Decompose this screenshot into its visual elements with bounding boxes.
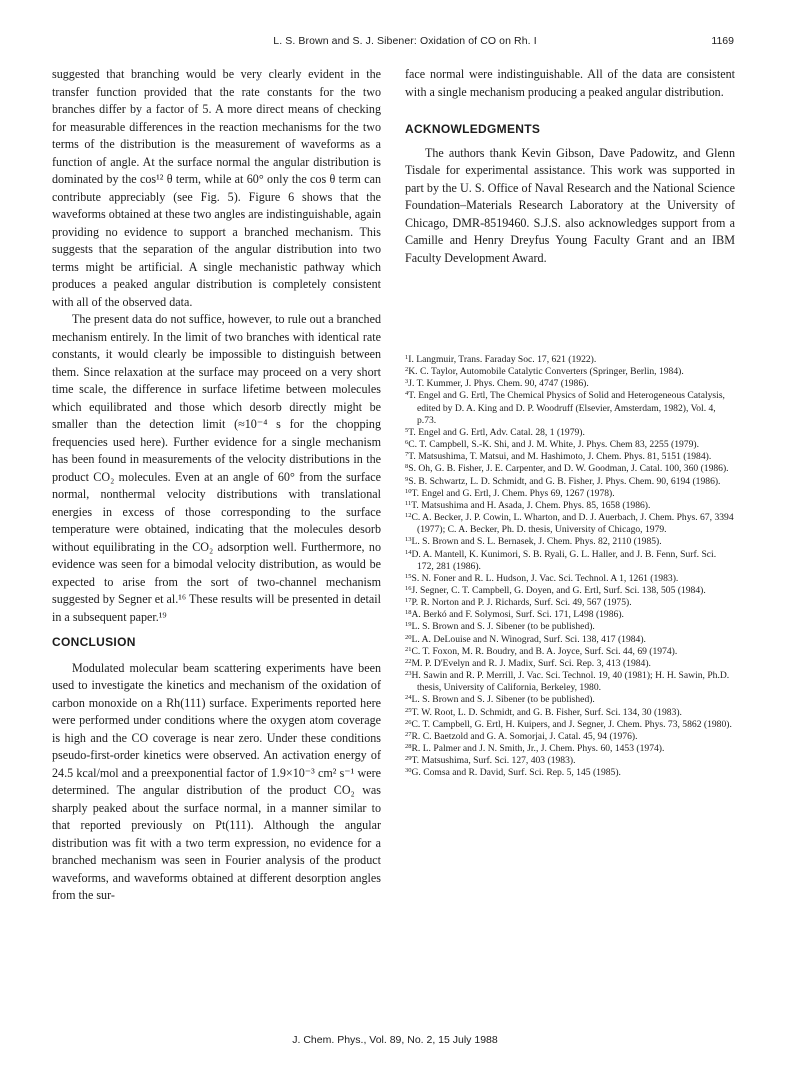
reference-number: 24 xyxy=(405,694,412,702)
reference-text: G. Comsa and R. David, Surf. Sci. Rep. 5, 145 (1985). xyxy=(411,767,621,779)
reference-text: T. Engel and G. Ertl, Adv. Catal. 28, 1 (1979). xyxy=(408,426,585,438)
reference-number: 29 xyxy=(405,755,412,763)
running-header: L. S. Brown and S. J. Sibener: Oxidation of CO on Rh. I xyxy=(273,35,537,47)
journal-footer: J. Chem. Phys., Vol. 89, No. 2, 15 July 1988 xyxy=(292,1034,498,1046)
reference-text: C. T. Campbell, G. Ertl, H. Kuipers, and J. Segner, J. Chem. Phys. 73, 5862 (1980). xyxy=(411,718,732,730)
reference-item xyxy=(405,573,735,585)
body-paragraph: face normal were indistinguishable. All of the data are consistent with a single mechanism producing a peaked angular distribution. xyxy=(405,67,735,99)
reference-item xyxy=(405,390,735,426)
reference-item xyxy=(405,658,735,670)
reference-number: 5 xyxy=(405,426,409,434)
reference-text: M. P. D'Evelyn and R. J. Madix, Surf. Sci. Rep. 3, 413 (1984). xyxy=(411,657,651,669)
reference-item xyxy=(405,549,735,573)
reference-item xyxy=(405,354,735,366)
reference-text: J. T. Kummer, J. Phys. Chem. 90, 4747 (1986). xyxy=(408,378,589,390)
reference-item xyxy=(405,719,735,731)
reference-item xyxy=(405,500,735,512)
reference-number: 6 xyxy=(405,439,409,447)
reference-number: 15 xyxy=(405,572,412,580)
reference-number: 11 xyxy=(405,499,412,507)
reference-item xyxy=(405,634,735,646)
reference-item xyxy=(405,488,735,500)
reference-item xyxy=(405,670,735,694)
reference-text: C. T. Campbell, S.-K. Shi, and J. M. White, J. Phys. Chem 83, 2255 (1979). xyxy=(408,439,699,451)
reference-text: T. Matsushima, T. Matsui, and M. Hashimoto, J. Chem. Phys. 81, 5151 (1984). xyxy=(408,451,712,463)
reference-number: 16 xyxy=(405,584,412,592)
reference-text: T. Engel and G. Ertl, J. Chem. Phys 69, 1267 (1978). xyxy=(411,487,615,499)
reference-number: 12 xyxy=(405,512,412,520)
reference-text: C. T. Foxon, M. R. Boudry, and B. A. Joyce, Surf. Sci. 44, 69 (1974). xyxy=(411,645,678,657)
reference-number: 1 xyxy=(405,354,409,361)
reference-text: P. R. Norton and P. J. Richards, Surf. Sci. 49, 567 (1975). xyxy=(411,597,632,609)
reference-item xyxy=(405,536,735,548)
reference-number: 22 xyxy=(405,657,412,665)
reference-item xyxy=(405,767,735,779)
reference-text: L. S. Brown and S. J. Sibener (to be published). xyxy=(411,621,595,633)
reference-item xyxy=(405,609,735,621)
reference-number: 7 xyxy=(405,451,409,459)
body-paragraph: The authors thank Kevin Gibson, Dave Padowitz, and Glenn Tisdale for experimental assistance. This work was supported in part by the U. S. Office of Naval Research and the National Science Foundation–Materials Research Laboratory at the University of Chicago, DMR-8519460. S.J.S. also acknowledges support from a Camille and Henry Dreyfus Young Faculty Grant and an IBM Faculty Development Award. xyxy=(405,145,735,265)
body-paragraph: suggested that branching would be very clearly evident in the transfer function provided that the rate constants for the two branches differ by a factor of 5. A more direct means of checking for measurable differences in the reaction mechanisms for the two terms of the distribution is the measurement of waveforms as a function of angle. At the surface normal the angular distribution is dominated by the cos¹² θ term, while at 60° only the cos θ term can contribute appreciably (see Fig. 5). Figure 6 shows that the waveforms obtained at these two angles are indistinguishable, again providing no evidence to support a branched mechanism. This suggests that the separation of the angular distribution into two terms might be artificial. A single mechanistic pathway which produces a peaked angular distribution is completely consistent with all of the observed data. xyxy=(52,67,381,309)
reference-number: 2 xyxy=(405,366,409,374)
reference-text: A. Berkó and F. Solymosi, Surf. Sci. 171, L498 (1986). xyxy=(411,609,624,621)
reference-text: S. Oh, G. B. Fisher, J. E. Carpenter, and D. W. Goodman, J. Catal. 100, 360 (1986). xyxy=(408,463,729,475)
section-heading-acknowledgments: ACKNOWLEDGMENTS xyxy=(405,122,541,136)
reference-number: 18 xyxy=(405,609,412,617)
reference-text: T. Engel and G. Ertl, The Chemical Physics of Solid and Heterogeneous Catalysis, edited by D. A. King and D. P. Woodruff (Elsevier, Amsterdam, 1982), Vol. 4, p.73. xyxy=(408,390,725,426)
reference-item xyxy=(405,476,735,488)
reference-number: 10 xyxy=(405,487,412,495)
reference-text: S. N. Foner and R. L. Hudson, J. Vac. Sci. Technol. A 1, 1261 (1983). xyxy=(411,572,679,584)
reference-text: L. S. Brown and S. L. Bernasek, J. Chem. Phys. 82, 2110 (1985). xyxy=(411,536,662,548)
reference-item xyxy=(405,743,735,755)
reference-text: R. C. Baetzold and G. A. Somorjai, J. Catal. 45, 94 (1976). xyxy=(411,730,638,742)
reference-number: 25 xyxy=(405,706,412,714)
reference-item xyxy=(405,366,735,378)
reference-number: 9 xyxy=(405,475,409,483)
reference-item xyxy=(405,621,735,633)
reference-item xyxy=(405,463,735,475)
reference-text: T. Matsushima and H. Asada, J. Chem. Phys. 85, 1658 (1986). xyxy=(411,499,651,511)
reference-text: L. S. Brown and S. J. Sibener (to be published). xyxy=(411,694,595,706)
reference-item xyxy=(405,439,735,451)
reference-number: 30 xyxy=(405,767,412,775)
reference-number: 20 xyxy=(405,633,412,641)
reference-item xyxy=(405,731,735,743)
reference-item xyxy=(405,378,735,390)
reference-text: T. W. Root, L. D. Schmidt, and G. B. Fisher, Surf. Sci. 134, 30 (1983). xyxy=(411,706,682,718)
section-heading-conclusion: CONCLUSION xyxy=(52,635,136,649)
page-number: 1169 xyxy=(711,35,734,47)
reference-number: 4 xyxy=(405,390,409,398)
reference-item xyxy=(405,585,735,597)
reference-item xyxy=(405,707,735,719)
reference-list xyxy=(405,354,735,779)
reference-text: D. A. Mantell, K. Kunimori, S. B. Ryali, G. L. Haller, and J. B. Fenn, Surf. Sci. 172, 281 (1986). xyxy=(411,548,717,572)
reference-text: C. A. Becker, J. P. Cowin, L. Wharton, and D. J. Auerbach, J. Chem. Phys. 67, 3394 (1977); C. A. Becker, Ph. D. thesis, University of Chicago, 1979. xyxy=(411,512,734,536)
reference-item xyxy=(405,451,735,463)
reference-number: 17 xyxy=(405,597,412,605)
reference-number: 28 xyxy=(405,743,412,750)
reference-item xyxy=(405,755,735,767)
reference-item xyxy=(405,512,735,536)
reference-text: R. L. Palmer and J. N. Smith, Jr., J. Chem. Phys. 60, 1453 (1974). xyxy=(411,743,665,754)
reference-number: 21 xyxy=(405,645,412,653)
right-column xyxy=(405,66,735,267)
reference-number: 14 xyxy=(405,548,412,556)
reference-text: J. Segner, C. T. Campbell, G. Doyen, and G. Ertl, Surf. Sci. 138, 505 (1984). xyxy=(411,584,706,596)
reference-text: K. C. Taylor, Automobile Catalytic Converters (Springer, Berlin, 1984). xyxy=(408,366,684,378)
reference-text: L. A. DeLouise and N. Winograd, Surf. Sci. 138, 417 (1984). xyxy=(411,633,646,645)
reference-number: 26 xyxy=(405,718,412,726)
reference-number: 13 xyxy=(405,536,412,544)
reference-item xyxy=(405,427,735,439)
reference-text: S. B. Schwartz, L. D. Schmidt, and G. B. Fisher, J. Phys. Chem. 90, 6194 (1986). xyxy=(408,475,721,487)
reference-item xyxy=(405,597,735,609)
reference-text: I. Langmuir, Trans. Faraday Soc. 17, 621 (1922). xyxy=(408,354,597,365)
body-paragraph: Modulated molecular beam scattering experiments have been used to investigate the kinetics and mechanism of the oxidation of carbon monoxide on a Rh(111) surface. Experiments reported here were performed under conditions where the oxygen atom coverage is high and the CO coverage is near zero. Under these conditions pseudo-first-order kinetics were observed. An activation energy of 24.5 kcal/mol and a preexponential factor of 1.9×10⁻³ cm² s⁻¹ were determined. The angular distribution of the product CO₂ was sharply peaked about the surface normal, in a manner similar to that reported previously on Pt(111). Although the angular distribution was fit with a two term expression, no evidence for a branched mechanism was seen in Fourier analysis of the product waveforms, and waveforms obtained at different desorption angles from the sur- xyxy=(52,660,381,902)
reference-number: 8 xyxy=(405,463,409,471)
reference-item xyxy=(405,646,735,658)
reference-number: 3 xyxy=(405,378,409,386)
reference-number: 19 xyxy=(405,621,412,629)
body-paragraph: The present data do not suffice, however, to rule out a branched mechanism entirely. In the limit of two branches with identical rate constants, it would clearly be impossible to distinguish between them. Since relaxation at the surface may proceed on a very short time scale, the difference in surface lifetime between molecules which equilibrated and those which desorb directly might be smaller than the detection limit (≈10⁻⁴ s for the chopping frequencies used here). Further evidence for a single mechanism has been found in measurements of the velocity distributions in the product CO₂ molecules. Even at an angle of 60° from the surface normal, nonthermal velocity distributions with translational energies in excess of those corresponding to the surface temperature were obtained, indicating that the molecules desorb without equilibrating in the CO₂ adsorption well. Furthermore, no evidence was seen for a bimodal velocity distribution, as would be expected to arise from the sort of two-channel mechanism suggested by Segner et al.¹⁶ These results will be presented in detail in a subsequent paper.¹⁹ xyxy=(52,312,381,624)
reference-number: 23 xyxy=(405,670,412,678)
left-column xyxy=(52,66,381,905)
reference-text: T. Matsushima, Surf. Sci. 127, 403 (1983). xyxy=(411,755,576,767)
reference-number: 27 xyxy=(405,730,412,738)
reference-item xyxy=(405,694,735,706)
reference-text: H. Sawin and R. P. Merrill, J. Vac. Sci. Technol. 19, 40 (1981); H. H. Sawin, Ph.D. thesis, University of California, Berkeley, 1980. xyxy=(411,670,730,694)
